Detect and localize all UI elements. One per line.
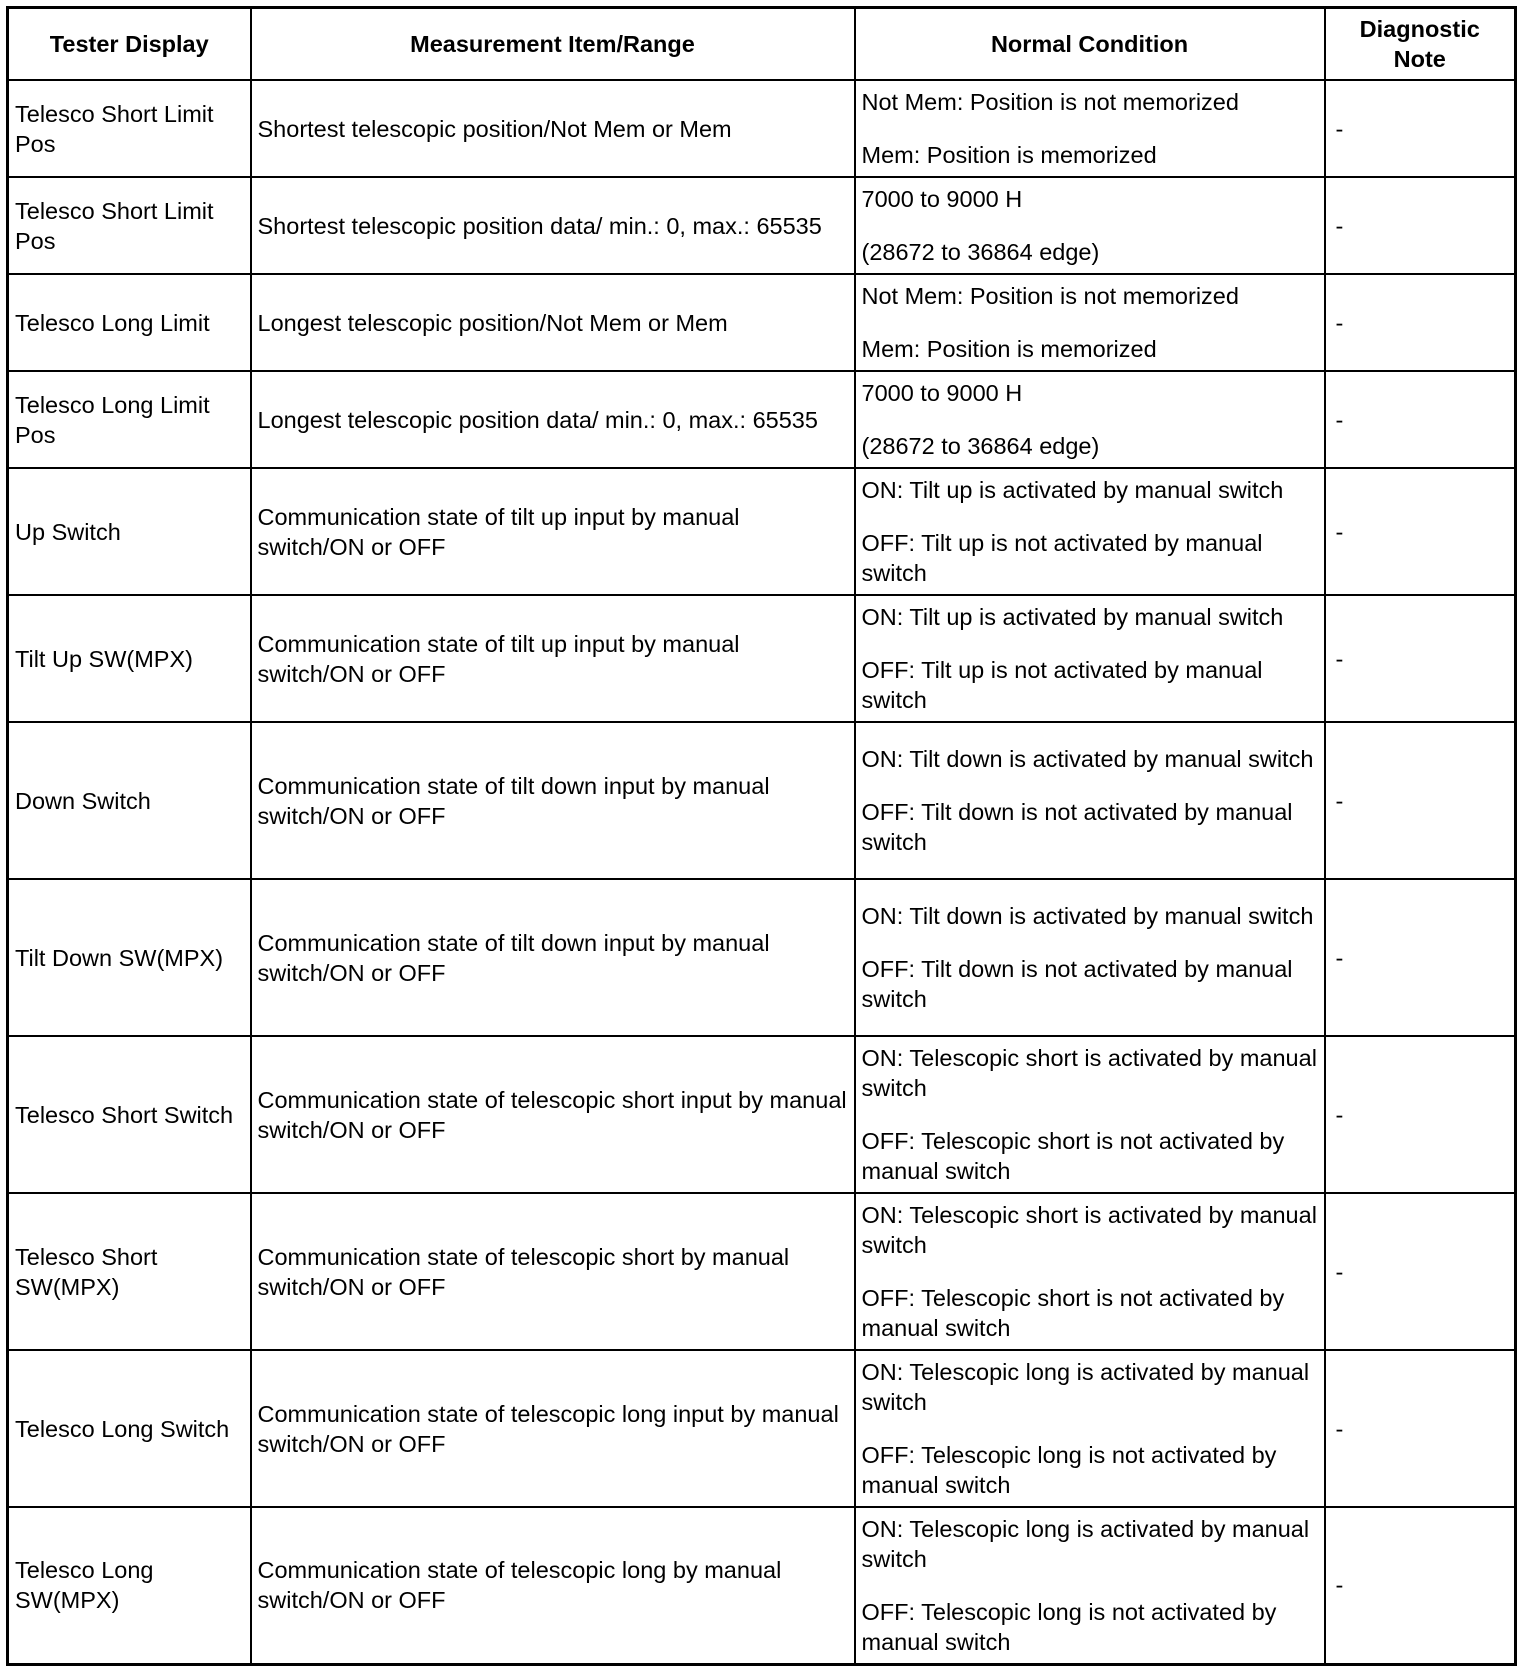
condition-line-1: ON: Tilt up is activated by manual switch (861, 604, 1284, 630)
condition-line-1: ON: Telescopic short is activated by manual switch (861, 1045, 1317, 1101)
condition-line-2: OFF: Telescopic short is not activated by manual switch (861, 1128, 1285, 1184)
condition-line-1: ON: Tilt up is activated by manual switch (861, 477, 1284, 503)
normal-condition-cell (855, 595, 1325, 722)
condition-line-2: OFF: Telescopic long is not activated by manual switch (861, 1442, 1277, 1498)
header-row (8, 8, 1516, 81)
measurement-cell: Communication state of telescopic long by manual switch/ON or OFF (251, 1507, 855, 1664)
condition-line-2: (28672 to 36864 edge) (861, 239, 1100, 265)
normal-condition-cell (855, 1507, 1325, 1664)
tester-display-cell: Up Switch (8, 468, 251, 595)
diagnostic-note-cell: - (1325, 468, 1516, 595)
table-row (8, 1507, 1516, 1664)
measurement-cell: Communication state of tilt up input by manual switch/ON or OFF (251, 595, 855, 722)
tester-display-cell: Telesco Long SW(MPX) (8, 1507, 251, 1664)
condition-line-2: OFF: Tilt up is not activated by manual switch (861, 530, 1263, 586)
diagnostic-note-cell: - (1325, 879, 1516, 1036)
condition-line-1: ON: Tilt down is activated by manual switch (861, 903, 1314, 929)
tester-display-cell: Telesco Short Limit Pos (8, 177, 251, 274)
diagnostic-note-cell: - (1325, 1193, 1516, 1350)
condition-line-2: OFF: Telescopic short is not activated by manual switch (861, 1285, 1285, 1341)
tester-display-cell: Telesco Long Switch (8, 1350, 251, 1507)
table-row (8, 371, 1516, 468)
condition-line-1: ON: Telescopic short is activated by manual switch (861, 1202, 1317, 1258)
diagnostic-note-cell: - (1325, 595, 1516, 722)
diagnostic-note-cell: - (1325, 371, 1516, 468)
condition-line-2: OFF: Tilt down is not activated by manual switch (861, 956, 1293, 1012)
diagnostic-note-cell: - (1325, 274, 1516, 371)
normal-condition-cell (855, 371, 1325, 468)
condition-line-2: (28672 to 36864 edge) (861, 433, 1100, 459)
header-measurement: Measurement Item/Range (251, 8, 855, 81)
condition-line-2: Mem: Position is memorized (861, 336, 1157, 362)
condition-line-2: OFF: Tilt down is not activated by manual switch (861, 799, 1293, 855)
tester-display-cell: Tilt Up SW(MPX) (8, 595, 251, 722)
tester-display-cell: Tilt Down SW(MPX) (8, 879, 251, 1036)
tester-display-cell: Down Switch (8, 722, 251, 879)
table-row (8, 80, 1516, 177)
normal-condition-cell (855, 722, 1325, 879)
condition-line-2: OFF: Telescopic long is not activated by manual switch (861, 1598, 1277, 1655)
normal-condition-cell (855, 468, 1325, 595)
condition-line-1: ON: Tilt down is activated by manual switch (861, 746, 1314, 772)
diagnostic-note-cell: - (1325, 1507, 1516, 1664)
diagnostic-note-cell: - (1325, 80, 1516, 177)
table-row (8, 177, 1516, 274)
table-row (8, 1036, 1516, 1193)
normal-condition-cell (855, 1036, 1325, 1193)
diagnostic-note-cell: - (1325, 1350, 1516, 1507)
header-diagnostic-note: Diagnostic Note (1325, 8, 1516, 81)
tester-display-cell: Telesco Short SW(MPX) (8, 1193, 251, 1350)
diagnostic-note-cell: - (1325, 722, 1516, 879)
normal-condition-cell (855, 879, 1325, 1036)
condition-line-1: 7000 to 9000 H (861, 380, 1023, 406)
diagnostic-note-cell: - (1325, 177, 1516, 274)
condition-line-1: ON: Telescopic long is activated by manual switch (861, 1359, 1310, 1415)
tester-display-cell: Telesco Short Limit Pos (8, 80, 251, 177)
table-row (8, 722, 1516, 879)
table-row (8, 595, 1516, 722)
table-row (8, 879, 1516, 1036)
data-list-table (6, 6, 1517, 1666)
tester-display-cell: Telesco Long Limit (8, 274, 251, 371)
measurement-cell: Shortest telescopic position data/ min.: 0, max.: 65535 (251, 177, 855, 274)
measurement-cell: Communication state of telescopic short by manual switch/ON or OFF (251, 1193, 855, 1350)
measurement-cell: Communication state of tilt up input by manual switch/ON or OFF (251, 468, 855, 595)
normal-condition-cell (855, 274, 1325, 371)
header-tester-display: Tester Display (8, 8, 251, 81)
condition-line-1: ON: Telescopic long is activated by manual switch (861, 1515, 1310, 1572)
normal-condition-cell (855, 177, 1325, 274)
table-row (8, 1350, 1516, 1507)
condition-line-1: Not Mem: Position is not memorized (861, 283, 1239, 309)
measurement-cell: Communication state of tilt down input by manual switch/ON or OFF (251, 879, 855, 1036)
tester-display-cell: Telesco Long Limit Pos (8, 371, 251, 468)
header-normal-condition: Normal Condition (855, 8, 1325, 81)
measurement-cell: Longest telescopic position data/ min.: 0, max.: 65535 (251, 371, 855, 468)
measurement-cell: Longest telescopic position/Not Mem or Mem (251, 274, 855, 371)
condition-line-1: Not Mem: Position is not memorized (861, 89, 1239, 115)
normal-condition-cell (855, 80, 1325, 177)
measurement-cell: Communication state of telescopic short input by manual switch/ON or OFF (251, 1036, 855, 1193)
table-row (8, 1193, 1516, 1350)
condition-line-2: Mem: Position is memorized (861, 142, 1157, 168)
measurement-cell: Communication state of tilt down input by manual switch/ON or OFF (251, 722, 855, 879)
table-row (8, 468, 1516, 595)
normal-condition-cell (855, 1350, 1325, 1507)
diagnostic-note-cell: - (1325, 1036, 1516, 1193)
condition-line-1: 7000 to 9000 H (861, 186, 1023, 212)
normal-condition-cell (855, 1193, 1325, 1350)
tester-display-cell: Telesco Short Switch (8, 1036, 251, 1193)
measurement-cell: Shortest telescopic position/Not Mem or Mem (251, 80, 855, 177)
table-row (8, 274, 1516, 371)
condition-line-2: OFF: Tilt up is not activated by manual switch (861, 657, 1263, 713)
measurement-cell: Communication state of telescopic long input by manual switch/ON or OFF (251, 1350, 855, 1507)
